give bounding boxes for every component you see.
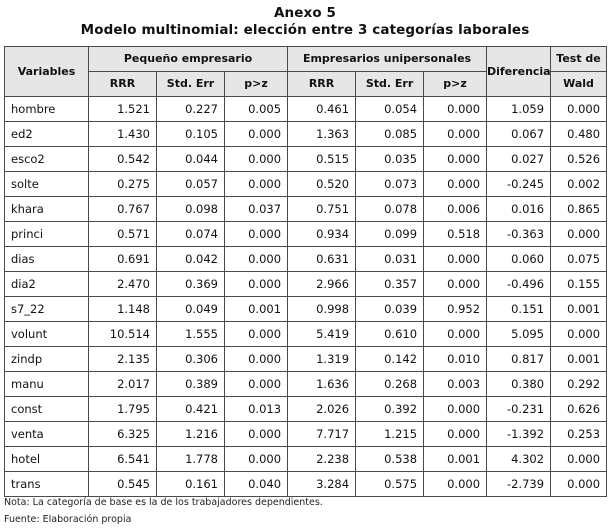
variable-name-cell: solte — [5, 172, 89, 197]
value-cell: 0.075 — [551, 247, 607, 272]
value-cell: 0.155 — [551, 272, 607, 297]
value-cell: 0.027 — [487, 147, 551, 172]
value-cell: -1.392 — [487, 422, 551, 447]
value-cell: 0.000 — [225, 222, 288, 247]
value-cell: 0.010 — [424, 347, 487, 372]
value-cell: 0.518 — [424, 222, 487, 247]
table-body — [5, 97, 607, 497]
value-cell: 0.767 — [89, 197, 157, 222]
value-cell: 0.000 — [424, 422, 487, 447]
value-cell: 0.000 — [225, 447, 288, 472]
value-cell: 0.000 — [551, 97, 607, 122]
value-cell: 0.013 — [225, 397, 288, 422]
variable-name-cell: volunt — [5, 322, 89, 347]
table-note: Nota: La categoría de base es la de los trabajadores dependientes. — [4, 497, 323, 508]
variable-name-cell: princi — [5, 222, 89, 247]
value-cell: 0.998 — [288, 297, 356, 322]
table-row — [5, 197, 607, 222]
value-cell: 0.000 — [551, 322, 607, 347]
table-row — [5, 247, 607, 272]
table-row — [5, 372, 607, 397]
variable-name-cell: khara — [5, 197, 89, 222]
value-cell: 2.966 — [288, 272, 356, 297]
value-cell: 0.000 — [225, 422, 288, 447]
header-pz-2: p>z — [424, 72, 487, 97]
value-cell: 0.380 — [487, 372, 551, 397]
value-cell: 0.275 — [89, 172, 157, 197]
value-cell: 1.430 — [89, 122, 157, 147]
value-cell: 0.000 — [225, 147, 288, 172]
variable-name-cell: ed2 — [5, 122, 89, 147]
value-cell: 1.215 — [356, 422, 424, 447]
value-cell: 5.095 — [487, 322, 551, 347]
variable-name-cell: trans — [5, 472, 89, 497]
value-cell: 0.691 — [89, 247, 157, 272]
value-cell: 0.054 — [356, 97, 424, 122]
header-row-1 — [5, 47, 607, 72]
variable-name-cell: manu — [5, 372, 89, 397]
table-row — [5, 147, 607, 172]
value-cell: 0.142 — [356, 347, 424, 372]
value-cell: 0.000 — [424, 397, 487, 422]
value-cell: 0.000 — [225, 247, 288, 272]
value-cell: 0.542 — [89, 147, 157, 172]
value-cell: 0.016 — [487, 197, 551, 222]
value-cell: 0.421 — [157, 397, 225, 422]
value-cell: 0.515 — [288, 147, 356, 172]
value-cell: 1.363 — [288, 122, 356, 147]
value-cell: 4.302 — [487, 447, 551, 472]
variable-name-cell: dia2 — [5, 272, 89, 297]
value-cell: 0.000 — [225, 322, 288, 347]
value-cell: 0.078 — [356, 197, 424, 222]
value-cell: 0.099 — [356, 222, 424, 247]
header-test: Test de — [551, 47, 607, 72]
value-cell: 1.555 — [157, 322, 225, 347]
value-cell: 0.161 — [157, 472, 225, 497]
variable-name-cell: zindp — [5, 347, 89, 372]
value-cell: 0.253 — [551, 422, 607, 447]
value-cell: 0.000 — [424, 122, 487, 147]
value-cell: 1.795 — [89, 397, 157, 422]
value-cell: 0.357 — [356, 272, 424, 297]
value-cell: 0.001 — [424, 447, 487, 472]
table-source: Fuente: Elaboración propia — [4, 514, 132, 525]
header-group-pequeno-empresario: Pequeño empresario — [89, 47, 288, 72]
value-cell: 1.521 — [89, 97, 157, 122]
value-cell: 0.575 — [356, 472, 424, 497]
table-row — [5, 222, 607, 247]
value-cell: 0.480 — [551, 122, 607, 147]
value-cell: 2.026 — [288, 397, 356, 422]
value-cell: 0.538 — [356, 447, 424, 472]
variable-name-cell: s7_22 — [5, 297, 89, 322]
value-cell: 0.031 — [356, 247, 424, 272]
value-cell: 6.541 — [89, 447, 157, 472]
value-cell: 0.000 — [225, 172, 288, 197]
value-cell: 0.040 — [225, 472, 288, 497]
header-pz-1: p>z — [225, 72, 288, 97]
value-cell: 0.000 — [424, 147, 487, 172]
table-row — [5, 447, 607, 472]
value-cell: 0.006 — [424, 197, 487, 222]
value-cell: 0.042 — [157, 247, 225, 272]
value-cell: 0.057 — [157, 172, 225, 197]
value-cell: 0.526 — [551, 147, 607, 172]
value-cell: 1.059 — [487, 97, 551, 122]
value-cell: 0.000 — [424, 172, 487, 197]
table-row — [5, 347, 607, 372]
value-cell: 0.151 — [487, 297, 551, 322]
value-cell: 0.098 — [157, 197, 225, 222]
value-cell: 1.636 — [288, 372, 356, 397]
value-cell: 2.470 — [89, 272, 157, 297]
value-cell: 0.000 — [225, 347, 288, 372]
header-diferencia: Diferencia — [487, 47, 551, 97]
value-cell: -0.496 — [487, 272, 551, 297]
header-stderr-2: Std. Err — [356, 72, 424, 97]
value-cell: 0.000 — [424, 472, 487, 497]
value-cell: 0.000 — [551, 447, 607, 472]
value-cell: 0.073 — [356, 172, 424, 197]
table-subtitle: Modelo multinomial: elección entre 3 categorías laborales — [80, 22, 530, 38]
value-cell: 0.000 — [551, 222, 607, 247]
value-cell: 0.049 — [157, 297, 225, 322]
header-rrr-2: RRR — [288, 72, 356, 97]
value-cell: 1.216 — [157, 422, 225, 447]
value-cell: 0.865 — [551, 197, 607, 222]
value-cell: 0.227 — [157, 97, 225, 122]
value-cell: 3.284 — [288, 472, 356, 497]
value-cell: 0.389 — [157, 372, 225, 397]
value-cell: 0.571 — [89, 222, 157, 247]
value-cell: 0.085 — [356, 122, 424, 147]
table-row — [5, 172, 607, 197]
variable-name-cell: hombre — [5, 97, 89, 122]
value-cell: 0.520 — [288, 172, 356, 197]
value-cell: 0.392 — [356, 397, 424, 422]
value-cell: 0.060 — [487, 247, 551, 272]
value-cell: 0.306 — [157, 347, 225, 372]
value-cell: 0.000 — [225, 272, 288, 297]
value-cell: 0.035 — [356, 147, 424, 172]
value-cell: 0.292 — [551, 372, 607, 397]
variable-name-cell: esco2 — [5, 147, 89, 172]
value-cell: 0.002 — [551, 172, 607, 197]
value-cell: 10.514 — [89, 322, 157, 347]
value-cell: 0.000 — [551, 472, 607, 497]
value-cell: 7.717 — [288, 422, 356, 447]
variable-name-cell: dias — [5, 247, 89, 272]
value-cell: 1.778 — [157, 447, 225, 472]
value-cell: 0.105 — [157, 122, 225, 147]
table-row — [5, 397, 607, 422]
value-cell: 6.325 — [89, 422, 157, 447]
value-cell: 0.952 — [424, 297, 487, 322]
value-cell: -0.231 — [487, 397, 551, 422]
value-cell: 0.631 — [288, 247, 356, 272]
value-cell: 0.005 — [225, 97, 288, 122]
value-cell: 0.044 — [157, 147, 225, 172]
value-cell: 0.545 — [89, 472, 157, 497]
value-cell: 0.039 — [356, 297, 424, 322]
value-cell: 0.074 — [157, 222, 225, 247]
value-cell: 2.017 — [89, 372, 157, 397]
table-title: Anexo 5 — [274, 5, 336, 21]
header-rrr-1: RRR — [89, 72, 157, 97]
variable-name-cell: const — [5, 397, 89, 422]
value-cell: 0.610 — [356, 322, 424, 347]
table-row — [5, 122, 607, 147]
value-cell: 0.000 — [225, 122, 288, 147]
value-cell: 0.934 — [288, 222, 356, 247]
table-row — [5, 297, 607, 322]
value-cell: 0.000 — [424, 247, 487, 272]
variable-name-cell: hotel — [5, 447, 89, 472]
value-cell: 5.419 — [288, 322, 356, 347]
value-cell: 0.003 — [424, 372, 487, 397]
table-row — [5, 97, 607, 122]
value-cell: -0.363 — [487, 222, 551, 247]
variable-name-cell: venta — [5, 422, 89, 447]
value-cell: 1.319 — [288, 347, 356, 372]
value-cell: 0.461 — [288, 97, 356, 122]
header-stderr-1: Std. Err — [157, 72, 225, 97]
value-cell: 0.001 — [551, 297, 607, 322]
value-cell: 0.000 — [424, 272, 487, 297]
value-cell: 0.369 — [157, 272, 225, 297]
value-cell: 0.067 — [487, 122, 551, 147]
value-cell: 0.000 — [424, 97, 487, 122]
value-cell: 2.135 — [89, 347, 157, 372]
table-row — [5, 322, 607, 347]
table-row — [5, 272, 607, 297]
value-cell: -2.739 — [487, 472, 551, 497]
value-cell: 0.001 — [225, 297, 288, 322]
value-cell: 0.001 — [551, 347, 607, 372]
value-cell: 0.626 — [551, 397, 607, 422]
value-cell: -0.245 — [487, 172, 551, 197]
table-row — [5, 472, 607, 497]
results-table — [4, 46, 607, 497]
value-cell: 0.000 — [424, 322, 487, 347]
value-cell: 0.268 — [356, 372, 424, 397]
table-row — [5, 422, 607, 447]
header-group-empresarios-unipersonales: Empresarios unipersonales — [288, 47, 487, 72]
header-wald: Wald — [551, 72, 607, 97]
value-cell: 0.037 — [225, 197, 288, 222]
value-cell: 0.000 — [225, 372, 288, 397]
value-cell: 0.817 — [487, 347, 551, 372]
value-cell: 2.238 — [288, 447, 356, 472]
value-cell: 0.751 — [288, 197, 356, 222]
header-variables: Variables — [5, 47, 89, 97]
value-cell: 1.148 — [89, 297, 157, 322]
